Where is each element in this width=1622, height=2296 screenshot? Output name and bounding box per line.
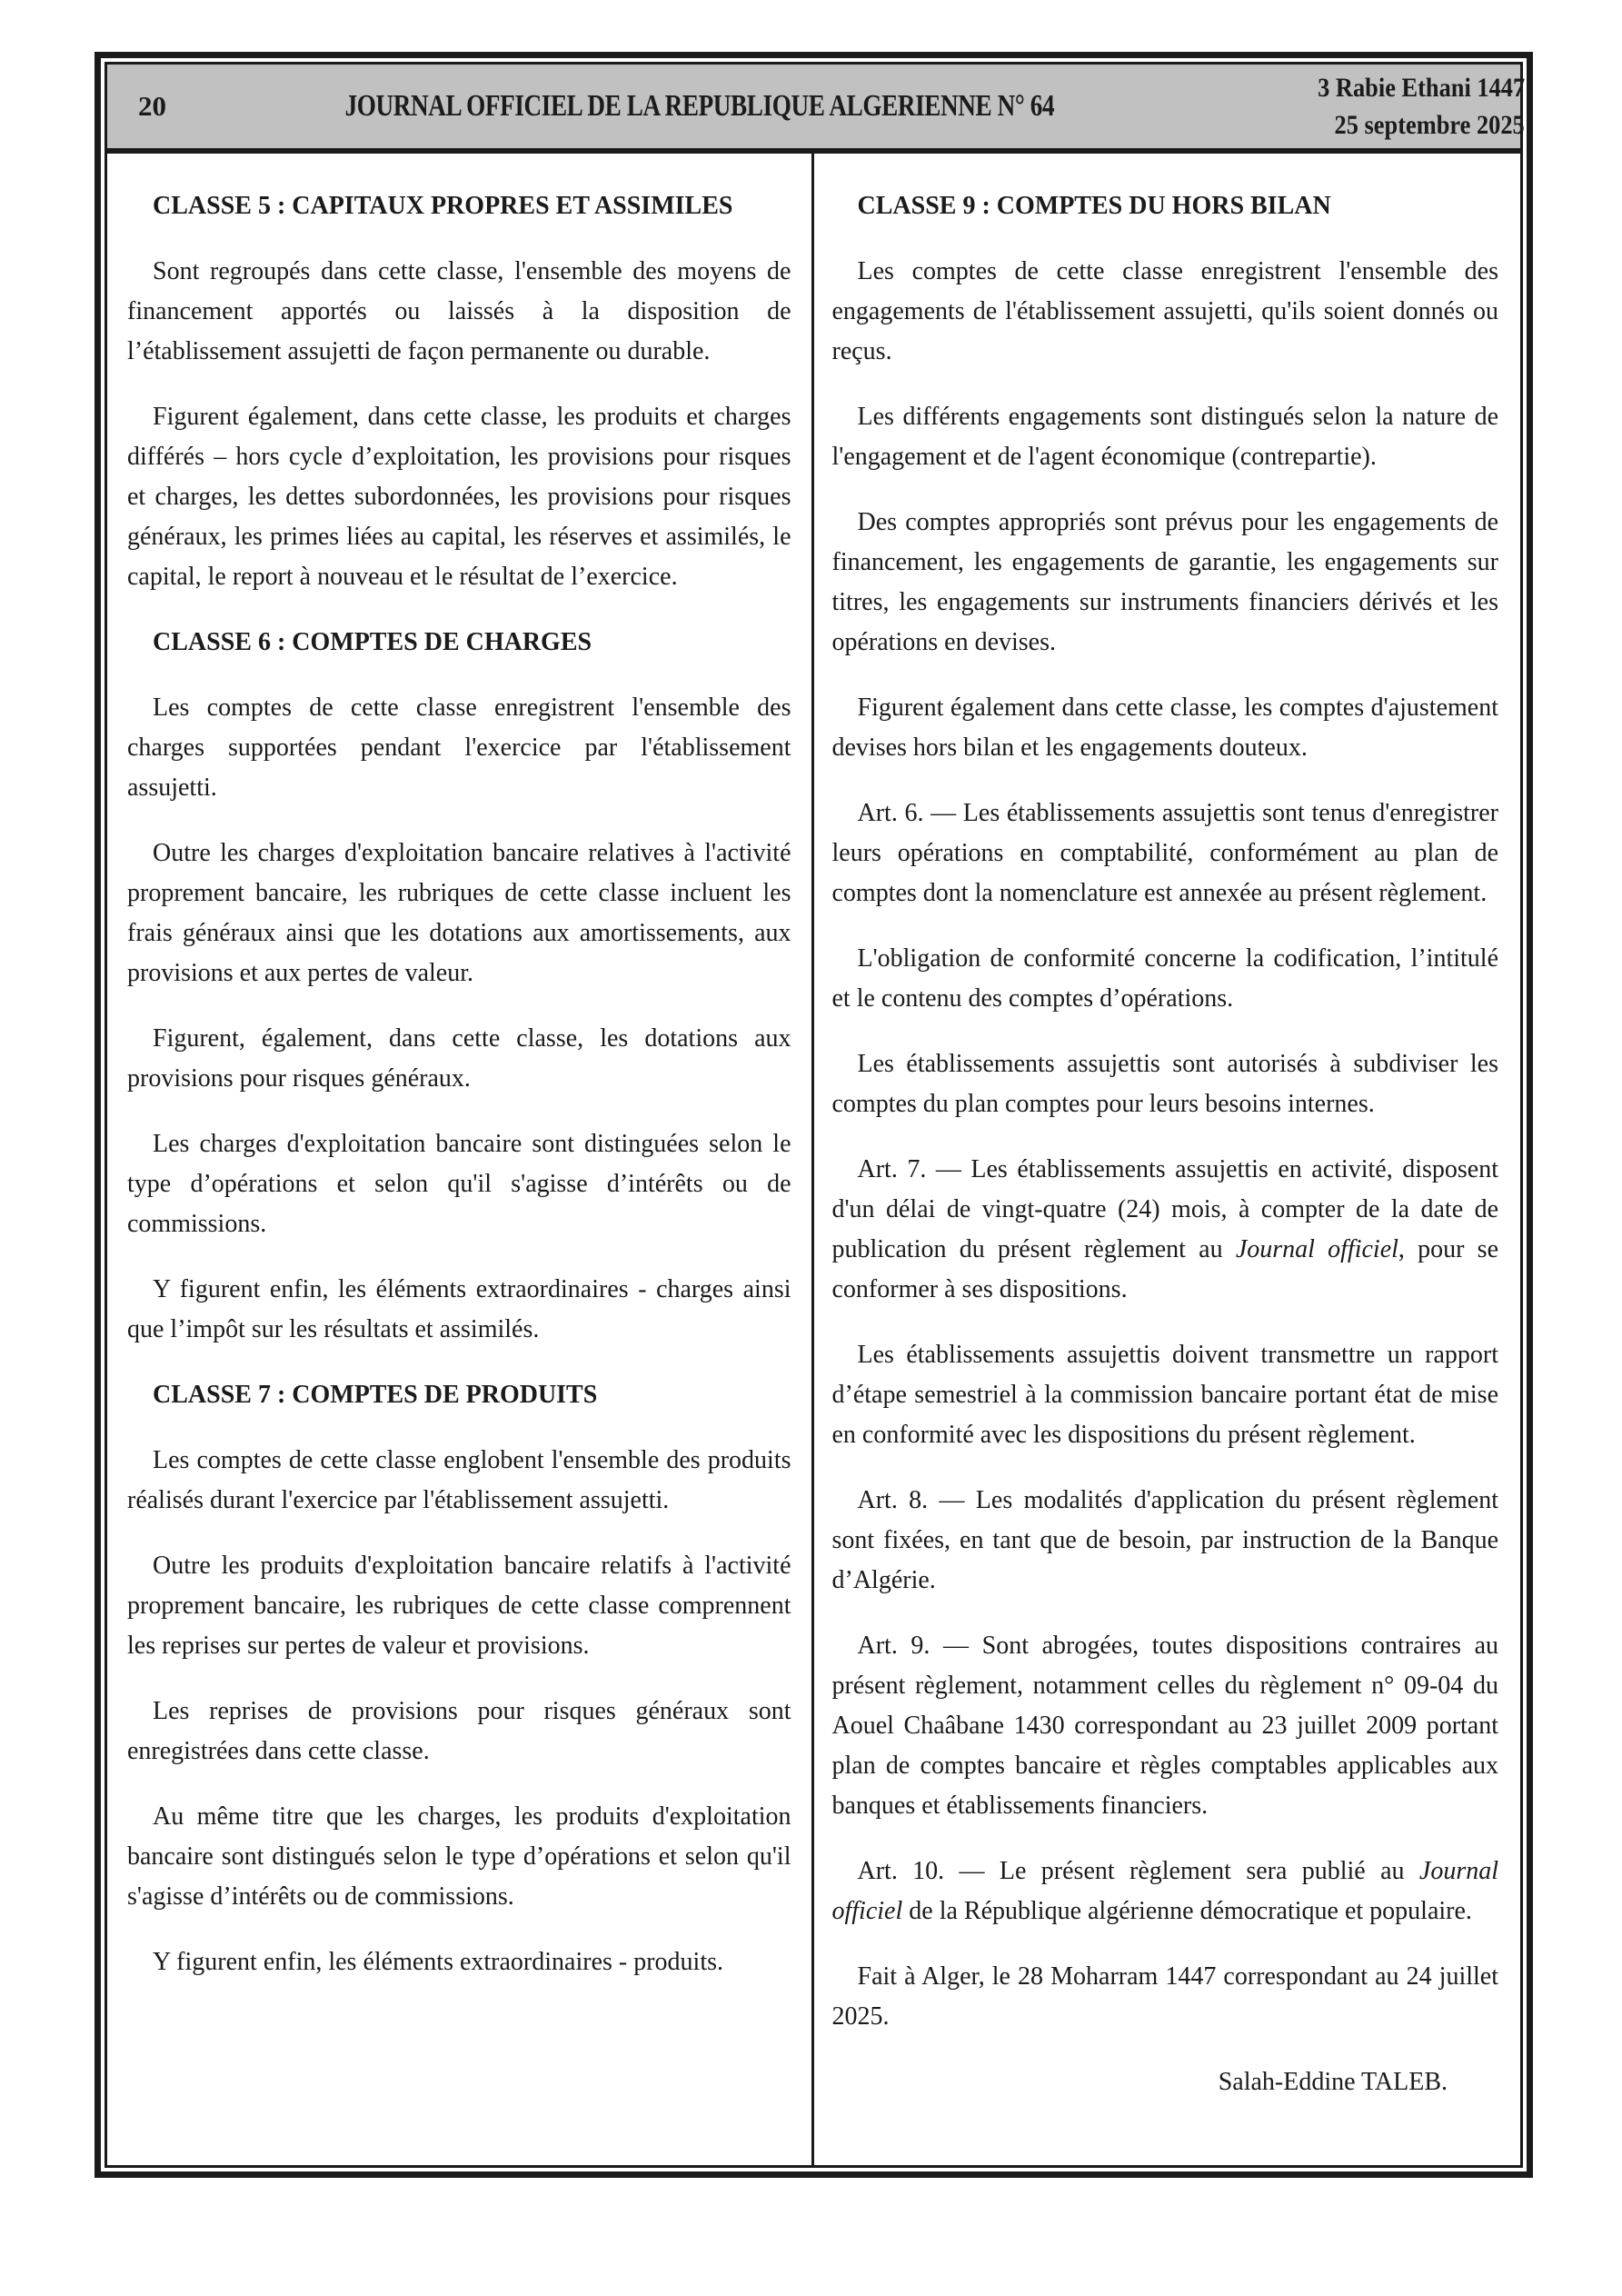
paragraph: Outre les charges d'exploitation bancaire relatives à l'activité proprement bancaire, les rubriques de cette classe incluent les frais généraux ainsi que les dotations aux amortissements, aux provisions et aux pertes de valeur. (127, 839, 791, 987)
paragraph: Outre les produits d'exploitation bancaire relatifs à l'activité proprement bancaire, les rubriques de cette classe comprennent les reprises sur pertes de valeur et provisions. (127, 1552, 791, 1660)
page-number: 20 (138, 90, 166, 122)
section-heading: CLASSE 5 : CAPITAUX PROPRES ET ASSIMILES (153, 192, 733, 220)
paragraph: Fait à Alger, le 28 Moharram 1447 correspondant au 24 juillet 2025. (831, 1962, 1498, 2031)
section-heading: CLASSE 9 : COMPTES DU HORS BILAN (857, 192, 1331, 220)
section-heading: CLASSE 7 : COMPTES DE PRODUITS (153, 1381, 598, 1409)
left-column (107, 154, 814, 2165)
paragraph (832, 1852, 1499, 1932)
paragraph: Les comptes de cette classe englobent l'ensemble des produits réalisés durant l'exercice par l'établissement assujetti. (127, 1446, 791, 1514)
paragraph: Des comptes appropriés sont prévus pour les engagements de financement, les engagements de garantie, les engagements sur titres, les engagements sur instruments financiers dérivés et les opérations en devises. (831, 508, 1498, 656)
page-frame (95, 52, 1533, 2178)
date-gregorian: 25 septembre 2025 (1334, 110, 1525, 140)
paragraph: Y figurent enfin, les éléments extraordinaires - charges ainsi que l’impôt sur les résultats et assimilés. (127, 1275, 791, 1343)
paragraph: Y figurent enfin, les éléments extraordinaires - produits. (153, 1948, 723, 1976)
text-run: , pour se conformer à ses dispositions. (831, 1235, 1498, 1303)
paragraph: Figurent également dans cette classe, les comptes d'ajustement devises hors bilan et les engagements douteux. (831, 694, 1498, 762)
journal-title-text: JOURNAL OFFICIEL DE LA REPUBLIQUE ALGERIENNE N° 64 (344, 89, 1055, 123)
text-run: de la République algérienne démocratique et populaire. (902, 1897, 1472, 1925)
section-heading: CLASSE 6 : COMPTES DE CHARGES (153, 628, 592, 656)
paragraph: Au même titre que les charges, les produits d'exploitation bancaire sont distingués selon le type d’opérations et selon qu'il s'agisse d’intérêts ou de commissions. (127, 1802, 791, 1911)
issue-dates (1143, 69, 1543, 144)
paragraph: Les comptes de cette classe enregistrent l'ensemble des charges supportées pendant l'exercice par l'établissement assujetti. (127, 694, 791, 802)
right-column (814, 154, 1521, 2165)
paragraph: Les comptes de cette classe enregistrent l'ensemble des engagements de l'établissement assujetti, qu'ils soient donnés ou reçus. (831, 257, 1498, 365)
text-run: Art. 10. — Le présent règlement sera publié au (857, 1857, 1419, 1885)
paragraph: Les différents engagements sont distingués selon la nature de l'engagement et de l'agent économique (contrepartie). (831, 403, 1498, 471)
paragraph: Les établissements assujettis sont autorisés à subdiviser les comptes du plan comptes pour leurs besoins internes. (831, 1050, 1498, 1118)
page-content (107, 154, 1520, 2165)
paragraph: Art. 9. — Sont abrogées, toutes dispositions contraires au présent règlement, notamment celles du règlement n° 09-04 du Aouel Chaâbane 1430 correspondant au 23 juillet 2009 portant plan de comptes bancaire et règles comptables applicables aux banques et établissements financiers. (831, 1632, 1498, 1820)
paragraph: Art. 6. — Les établissements assujettis sont tenus d'enregistrer leurs opérations en comptabilité, conformément au plan de comptes dont la nomenclature est annexée au présent règlement. (831, 799, 1498, 907)
date-hijri: 3 Rabie Ethani 1447 (1317, 73, 1525, 103)
paragraph: Les établissements assujettis doivent transmettre un rapport d’étape semestriel à la commission bancaire portant état de mise en conformité avec les dispositions du présent règlement. (831, 1341, 1498, 1449)
paragraph: Sont regroupés dans cette classe, l'ensemble des moyens de financement apportés ou laissés à la disposition de l’établissement assujetti de façon permanente ou durable. (127, 257, 791, 365)
paragraph: Les charges d'exploitation bancaire sont distinguées selon le type d’opérations et selon qu'il s'agisse d’intérêts ou de commissions. (127, 1130, 791, 1238)
signature: Salah-Eddine TALEB. (1218, 2068, 1448, 2096)
paragraph: L'obligation de conformité concerne la codification, l’intitulé et le contenu des comptes d’opérations. (831, 944, 1498, 1013)
page-inner-frame (104, 62, 1523, 2168)
paragraph: Figurent, également, dans cette classe, les dotations aux provisions pour risques généraux. (127, 1024, 791, 1093)
masthead (107, 65, 1525, 154)
journal-title (256, 89, 1143, 124)
paragraph: Figurent également, dans cette classe, les produits et charges différés – hors cycle d’exploitation, les provisions pour risques et charges, les dettes subordonnées, les provisions pour risques généraux, les primes liées au capital, les réserves et assimilés, le capital, le report à nouveau et le résultat de l’exercice. (127, 403, 791, 591)
paragraph: Les reprises de provisions pour risques généraux sont enregistrées dans cette classe. (127, 1697, 791, 1765)
italic-text-run: Journal officiel (1235, 1235, 1398, 1263)
paragraph (832, 1150, 1499, 1310)
text-run: Art. 7. — Les établissements assujettis en activité, disposent d'un délai de vingt-quatre (24) mois, à compter de la date de publication du présent règlement au (831, 1155, 1498, 1263)
paragraph: Art. 8. — Les modalités d'application du présent règlement sont fixées, en tant que de besoin, par instruction de la Banque d’Algérie. (831, 1486, 1498, 1594)
italic-text-run: Journal officiel (831, 1857, 1498, 1925)
